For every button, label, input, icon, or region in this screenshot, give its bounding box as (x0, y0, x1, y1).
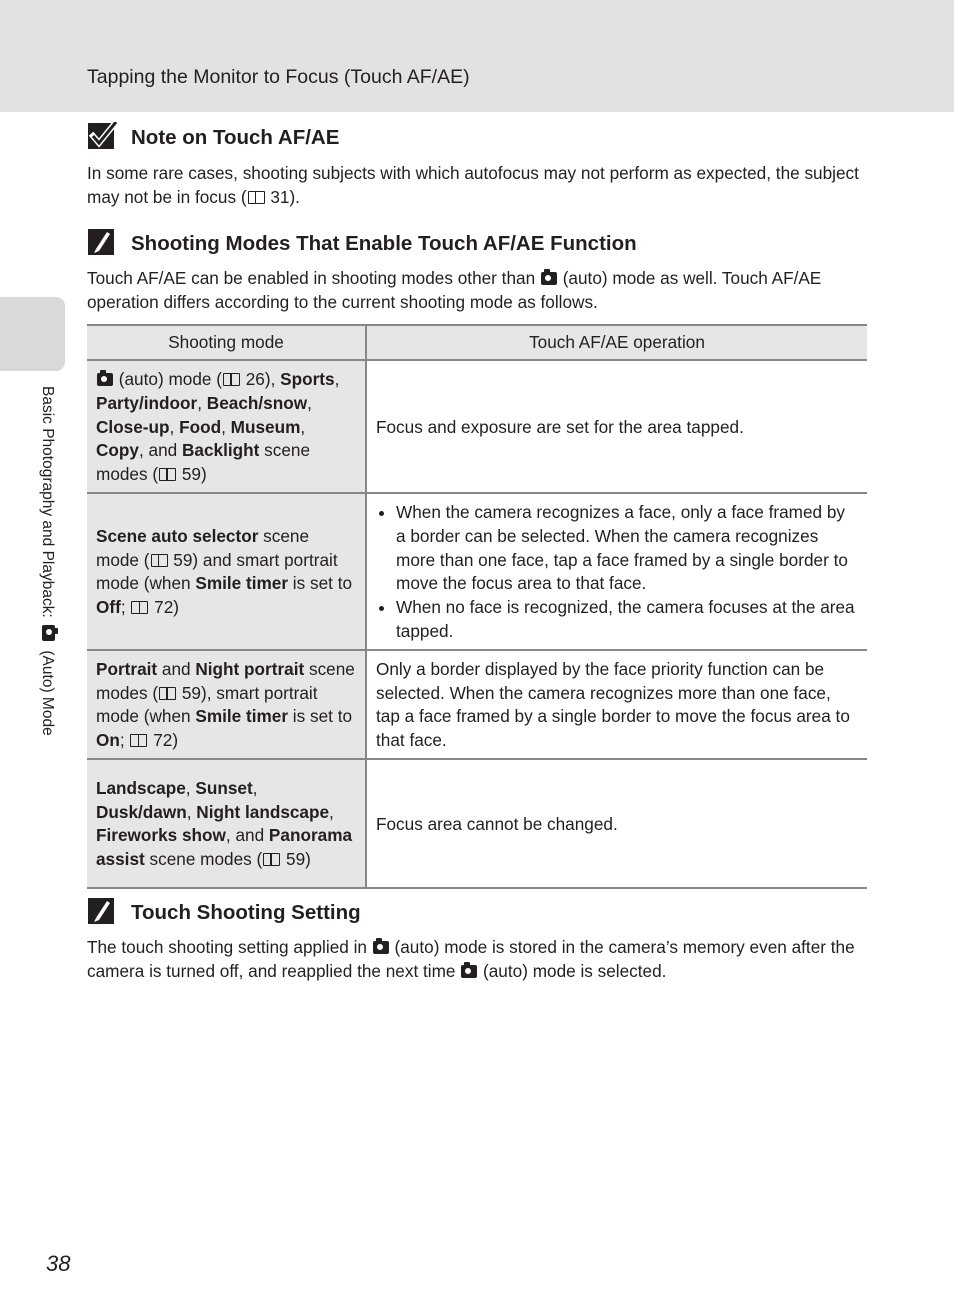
book-ref-icon (223, 373, 240, 386)
table-row (87, 650, 867, 759)
mode-cell: (auto) mode ( 26), Sports, Party/indoor, Beach/snow, Close-up, Food, Museum, Copy, and Backlight scene modes ( 59) (87, 360, 366, 493)
book-ref-icon (159, 687, 176, 700)
mode-cell: Portrait and Night portrait scene modes ( 59), smart portrait mode (when Smile timer is set to On; 72) (87, 650, 366, 759)
operation-cell: Only a border displayed by the face priority function can be selected. When the camera recognizes more than one face, tap a face framed by a single border to move the focus area to that face. (366, 650, 867, 759)
touch-section-title: Touch Shooting Setting (131, 901, 361, 924)
touch-body-end: (auto) mode is selected. (478, 961, 667, 981)
operation-cell (366, 493, 867, 650)
list-item: • When the camera recognizes a face, only a face framed by a border can be selected. When the camera recognizes more than one face, tap a face framed by a single border to move the focus area to that face. (396, 501, 858, 596)
mode-cell: Scene auto selector scene mode ( 59) and smart portrait mode (when Smile timer is set to Off; 72) (87, 493, 366, 650)
touch-body-mid: (auto) mode is stored in the camera’s memory even after the camera is turned off, and reapplied the next time (87, 937, 855, 981)
modes-section-intro (87, 266, 867, 314)
table-row (87, 493, 867, 650)
book-ref-icon (130, 734, 147, 747)
book-ref-icon (248, 191, 265, 204)
operation-bullet-list (376, 501, 858, 644)
touch-body-text: The touch shooting setting applied in (87, 937, 372, 957)
book-ref-icon (151, 554, 168, 567)
modes-section-title: Shooting Modes That Enable Touch AF/AE Function (131, 232, 637, 255)
chapter-tab (0, 297, 65, 371)
operation-cell: Focus area cannot be changed. (366, 759, 867, 888)
column-header-shooting-mode: Shooting mode (87, 325, 366, 360)
header-band (0, 0, 954, 112)
page-ref: 31 (270, 187, 290, 207)
book-ref-icon (131, 601, 148, 614)
pencil-note-icon (87, 897, 117, 925)
page-number: 38 (46, 1251, 71, 1276)
table-header-row (87, 325, 867, 360)
note-body-text: In some rare cases, shooting subjects with which autofocus may not perform as expected, the subject may not be in focus ( (87, 163, 859, 207)
camera-icon (97, 373, 113, 386)
table-row (87, 759, 867, 888)
chapter-tab-label (38, 386, 56, 736)
intro-text: Touch AF/AE can be enabled in shooting modes other than (87, 268, 540, 288)
note-section-title: Note on Touch AF/AE (131, 126, 340, 149)
chapter-label-start: Basic Photography and Playback: (39, 386, 56, 623)
mode-cell: Landscape, Sunset, Dusk/dawn, Night landscape, Fireworks show, and Panorama assist scene modes ( 59) (87, 759, 366, 888)
chapter-label-end: (Auto) Mode (39, 646, 56, 736)
touch-af-modes-table (87, 324, 867, 889)
page-header-title: Tapping the Monitor to Focus (Touch AF/AE) (87, 66, 470, 88)
note-body-end: ). (289, 187, 300, 207)
note-section-body (87, 161, 867, 209)
camera-icon (461, 965, 477, 978)
column-header-touch-operation: Touch AF/AE operation (366, 325, 867, 360)
intro-text-end: (auto) mode as well. Touch AF/AE operation differs according to the current shooting mode as follows. (87, 268, 822, 312)
operation-cell: Focus and exposure are set for the area tapped. (366, 360, 867, 493)
book-ref-icon (263, 853, 280, 866)
checkmark-note-icon (87, 122, 117, 150)
list-item: • When no face is recognized, the camera focuses at the area tapped. (396, 596, 858, 644)
book-ref-icon (159, 468, 176, 481)
camera-icon (38, 624, 56, 642)
camera-icon (373, 941, 389, 954)
touch-section-body (87, 935, 867, 983)
table-row (87, 360, 867, 493)
camera-icon (541, 272, 557, 285)
pencil-note-icon (87, 228, 117, 256)
